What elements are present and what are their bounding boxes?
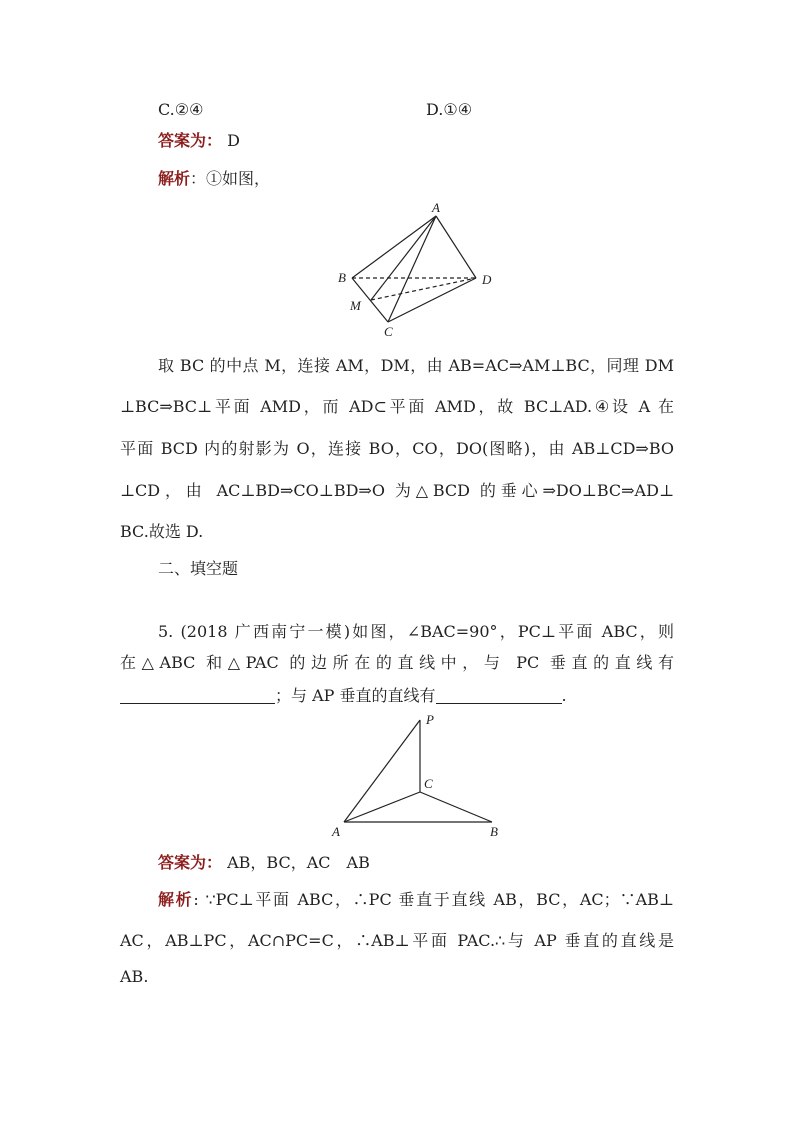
label-c: C [424,776,433,791]
q5-answer-label: 答案为： [158,853,223,872]
q5-analysis-text-1: : ∵PC⊥平面 ABC，∴PC 垂直于直线 AB，BC，AC；∵AB⊥ [193,890,674,909]
section-title: 二、填空题 [158,559,239,578]
analysis-line-5: BC.故选 D. [120,522,204,541]
q5-line-2: 在△ABC 和△PAC 的边所在的直线中，与 PC 垂直的直线有 [120,653,674,672]
answer-label: 答案为： [158,131,223,150]
q5-answer-value: AB，BC，AC AB [227,853,370,872]
answer-value: D [227,131,240,150]
analysis-line-4: ⊥CD，由 AC⊥BD⇒CO⊥BD⇒O 为△BCD 的垂心⇒DO⊥BC⇒AD⊥ [120,481,674,500]
edge-cb [420,792,492,822]
label-b: B [338,270,346,285]
edge-cd [388,278,476,322]
q5-analysis-line-3: AB. [120,967,149,986]
blank-2[interactable] [436,687,562,704]
q5-line-3-sep: ；与 AP 垂直的直线有 [275,686,436,705]
edge-ab [352,216,436,278]
label-b: B [490,824,498,839]
edge-ad [436,216,476,278]
label-a: A [432,200,440,215]
label-c: C [384,324,393,339]
q5-analysis-label: 解析 [158,890,194,909]
label-p: P [426,712,434,727]
q5-analysis-line-2: AC，AB⊥PC，AC∩PC=C，∴AB⊥平面 PAC.∴与 AP 垂直的直线是 [120,931,674,950]
analysis-label: 解析 [158,169,191,188]
blank-1[interactable] [120,687,275,704]
label-d: D [482,272,492,287]
q5-analysis-line-1 [158,889,674,911]
pyramid-figure [326,710,516,844]
option-d: D.①④ [426,100,473,119]
analysis-intro: ：①如图， [190,169,271,188]
analysis-line-1: 取 BC 的中点 M，连接 AM，DM，由 AB=AC⇒AM⊥BC，同理 DM [158,356,674,375]
tetrahedron-figure [330,198,510,340]
option-c: C.②④ [158,100,204,119]
analysis-line-3: 平面 BCD 内的射影为 O，连接 BO，CO，DO(图略)，由 AB⊥CD⇒BO [120,439,674,458]
label-a: A [332,824,340,839]
q5-line-3-end: . [561,686,567,705]
edge-dm-hidden [371,278,476,300]
q5-line-3 [120,685,567,707]
q5-line-1: 5. (2018 广西南宁一模)如图，∠BAC=90°，PC⊥平面 ABC，则 [158,622,674,641]
analysis-line-2: ⊥BC⇒BC⊥平面 AMD，而 AD⊂平面 AMD，故 BC⊥AD.④设 A 在 [120,397,674,416]
label-m: M [350,298,361,313]
analysis-intro-row [158,168,270,190]
answer-row [158,130,240,152]
q5-answer-row [158,852,370,874]
